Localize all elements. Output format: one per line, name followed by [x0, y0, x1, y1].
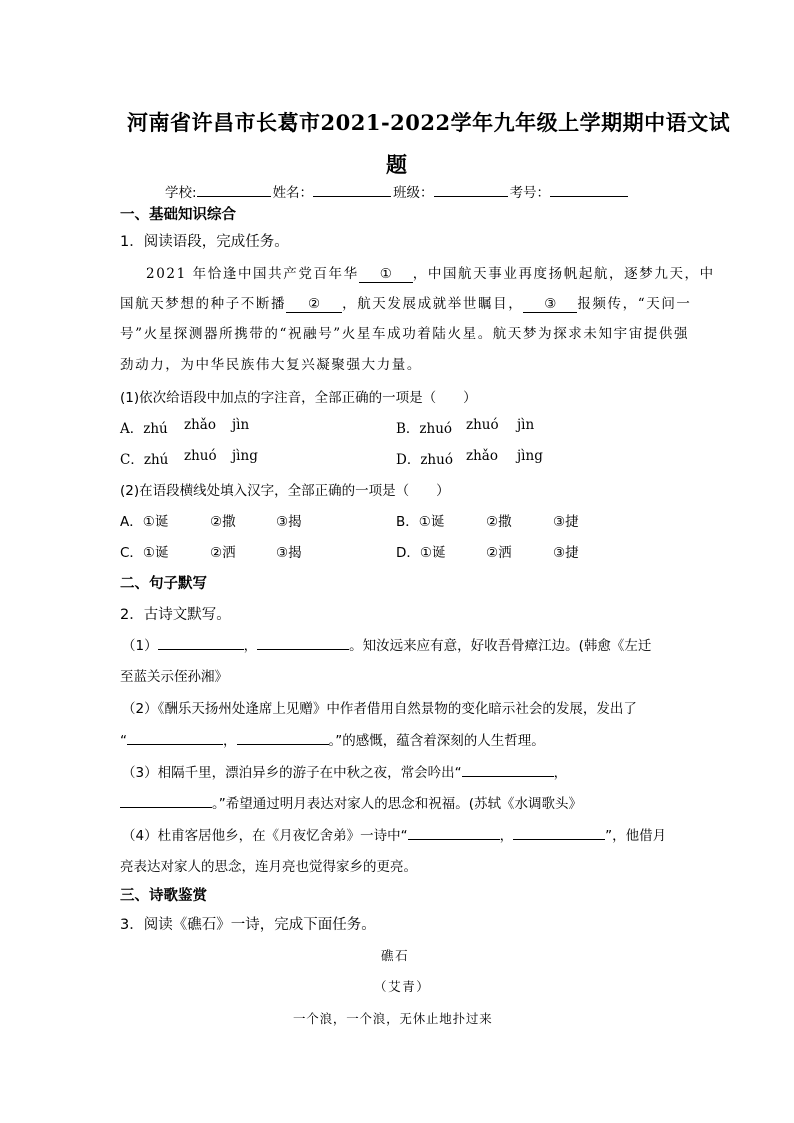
recitation-2-blank-b[interactable]	[237, 730, 329, 745]
recitation-1: （1） ， 。知汝远来应有意，好收吾骨瘴江边。(韩愈《左迁	[122, 634, 651, 654]
recitation-2-blank-a[interactable]	[127, 730, 223, 745]
recitation-4-blank-a[interactable]	[408, 825, 500, 840]
recitation-3-cont: 。”希望通过明月表达对家人的思念和祝福。(苏轼《水调歌头》	[120, 792, 582, 812]
poem-line-1: 一个浪，一个浪，无休止地扑过来	[293, 1011, 493, 1026]
passage-line-3: 号”火星探测器所携带的“祝融号”火星车成功着陆火星。航天梦为探求未知宇宙提供强	[120, 326, 690, 342]
recitation-3-blank-b[interactable]	[120, 793, 212, 808]
sub-question-2-stem: (2)在语段横线处填入汉字，全部正确的一项是（ ）	[120, 483, 450, 499]
section-heading-1: 一、基础知识综合	[120, 207, 236, 223]
name-label: 姓名：	[272, 185, 314, 201]
passage-line-2: 国航天梦想的种子不断播 ② ，航天发展成就举世瞩目， ③ 报频传，“天问一	[120, 296, 692, 312]
passage-blank-1: ①	[359, 266, 413, 283]
page-title-continued: 题	[386, 152, 408, 177]
recitation-4-blank-b[interactable]	[513, 825, 605, 840]
recitation-1-blank-b[interactable]	[257, 635, 349, 650]
passage-line-1: 2021 年恰逢中国共产党百年华 ① ，中国航天事业再度扬帆起航，逐梦九天，中	[146, 266, 715, 282]
class-label: 班级：	[393, 185, 434, 201]
section-heading-2: 二、句子默写	[120, 576, 207, 592]
class-field[interactable]	[434, 182, 508, 197]
option-1a[interactable]: A．zhú zhǎo jìn	[120, 417, 250, 437]
page-title: 河南省许昌市长葛市2021-2022学年九年级上学期期中语文试	[127, 110, 731, 135]
option-1c[interactable]: C．zhú zhuó jìng	[120, 448, 258, 468]
passage-line-4: 劲动力，为中华民族伟大复兴凝聚强大力量。	[120, 357, 422, 373]
name-field[interactable]	[313, 182, 391, 197]
question-3-prompt: 3．阅读《礁石》一诗，完成下面任务。	[120, 917, 376, 933]
option-1d[interactable]: D．zhuó zhǎo jìng	[396, 448, 543, 468]
poem-author: （艾青）	[374, 979, 431, 994]
option-2d[interactable]: D．①诞 ②洒 ③捷	[396, 545, 579, 561]
recitation-3-blank-a[interactable]	[462, 762, 554, 777]
option-2c[interactable]: C．①诞 ②洒 ③揭	[120, 545, 302, 561]
recitation-3: （3）相隔千里，漂泊异乡的游子在中秋之夜，常会吟出“ ，	[122, 761, 567, 781]
poem-title: 礁石	[381, 948, 410, 963]
option-2b[interactable]: B．①诞 ②撒 ③捷	[396, 514, 579, 530]
sub-question-1-stem: (1)依次给语段中加点的字注音，全部正确的一项是（ ）	[120, 390, 477, 406]
recitation-4-cont: 亮表达对家人的思念，连月亮也觉得家乡的更亮。	[120, 859, 417, 875]
option-1b[interactable]: B．zhuó zhuó jìn	[396, 417, 535, 437]
student-info-row	[165, 181, 628, 201]
passage-blank-3: ③	[523, 296, 577, 313]
question-1-prompt: 1．阅读语段，完成任务。	[120, 234, 289, 250]
recitation-1-cont: 至蓝关示侄孙湘》	[120, 669, 228, 685]
question-2-prompt: 2．古诗文默写。	[120, 607, 231, 623]
recitation-2: （2）《酬乐天扬州处逢席上见赠》中作者借用自然景物的变化暗示社会的发展，发出了	[122, 701, 637, 717]
section-heading-3: 三、诗歌鉴赏	[120, 888, 207, 904]
recitation-4: （4）杜甫客居他乡，在《月夜忆舍弟》一诗中“ ， ”，他借月	[122, 824, 666, 844]
school-label: 学校:	[165, 185, 197, 201]
school-field[interactable]	[197, 182, 271, 197]
recitation-1-blank-a[interactable]	[158, 635, 244, 650]
passage-blank-2: ②	[286, 296, 342, 313]
exam-no-label: 考号：	[509, 185, 551, 201]
option-2a[interactable]: A．①诞 ②撒 ③揭	[120, 514, 302, 530]
recitation-2-cont: “ ， 。”的感慨，蕴含着深刻的人生哲理。	[120, 729, 545, 749]
exam-no-field[interactable]	[550, 182, 628, 197]
